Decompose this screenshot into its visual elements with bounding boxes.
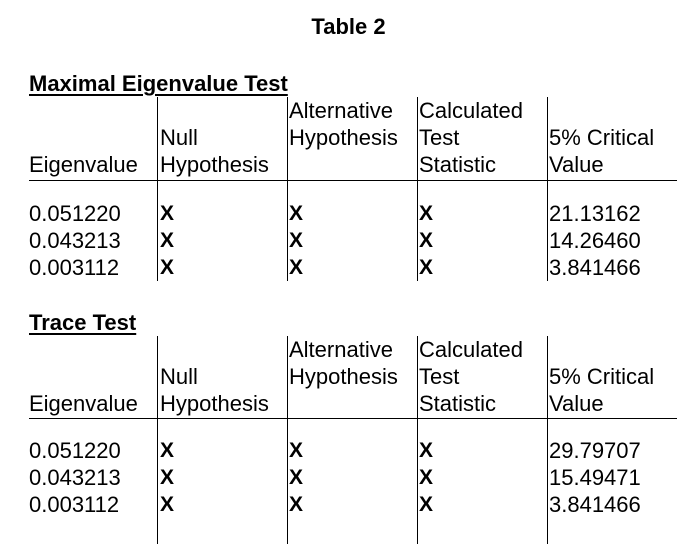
alternative-hypothesis-cell: X — [289, 256, 304, 279]
null-hypothesis-cell: X — [160, 439, 175, 462]
test-statistic-cell: X — [419, 439, 434, 462]
section-title-maximal-eigenvalue: Maximal Eigenvalue Test — [29, 71, 288, 96]
header-critical-line2: Value — [549, 152, 604, 177]
header-calculated-line3: Statistic — [419, 152, 497, 177]
header-eigenvalue: Eigenvalue — [29, 152, 138, 177]
header-eigenvalue: Eigenvalue — [29, 391, 138, 416]
header-null-line1: Null — [160, 364, 198, 389]
test-statistic-cell: X — [419, 493, 434, 516]
section-title-trace-test: Trace Test — [29, 310, 137, 335]
header-alternative-line1: Alternative — [289, 98, 393, 123]
alternative-hypothesis-cell: X — [289, 439, 304, 462]
eigenvalue-cell: 0.051220 — [29, 201, 121, 226]
header-underline — [29, 180, 677, 181]
critical-value-cell: 3.841466 — [549, 255, 641, 280]
column-divider — [287, 336, 288, 544]
header-calculated-line1: Calculated — [419, 337, 523, 362]
alternative-hypothesis-cell: X — [289, 202, 304, 225]
column-divider — [547, 336, 548, 544]
header-null-line2: Hypothesis — [160, 391, 269, 416]
test-statistic-cell: X — [419, 466, 434, 489]
page-title: Table 2 — [311, 14, 386, 39]
header-calculated-line2: Test — [419, 125, 460, 150]
test-statistic-cell: X — [419, 229, 434, 252]
null-hypothesis-cell: X — [160, 229, 175, 252]
column-divider — [417, 97, 418, 281]
header-alternative-line1: Alternative — [289, 337, 393, 362]
column-divider — [157, 336, 158, 544]
header-alternative-line2: Hypothesis — [289, 364, 398, 389]
null-hypothesis-cell: X — [160, 493, 175, 516]
header-critical-line2: Value — [549, 391, 604, 416]
header-critical-line1: 5% Critical — [549, 364, 655, 389]
alternative-hypothesis-cell: X — [289, 229, 304, 252]
column-divider — [547, 97, 548, 281]
header-null-line2: Hypothesis — [160, 152, 269, 177]
critical-value-cell: 3.841466 — [549, 492, 641, 517]
critical-value-cell: 29.79707 — [549, 438, 641, 463]
header-calculated-line2: Test — [419, 364, 460, 389]
critical-value-cell: 15.49471 — [549, 465, 641, 490]
eigenvalue-cell: 0.051220 — [29, 438, 121, 463]
column-divider — [287, 97, 288, 281]
null-hypothesis-cell: X — [160, 202, 175, 225]
column-divider — [157, 97, 158, 281]
critical-value-cell: 14.26460 — [549, 228, 641, 253]
header-critical-line1: 5% Critical — [549, 125, 655, 150]
eigenvalue-cell: 0.003112 — [29, 255, 120, 280]
header-null-line1: Null — [160, 125, 198, 150]
test-statistic-cell: X — [419, 256, 434, 279]
eigenvalue-cell: 0.003112 — [29, 492, 120, 517]
critical-value-cell: 21.13162 — [549, 201, 641, 226]
header-calculated-line1: Calculated — [419, 98, 523, 123]
null-hypothesis-cell: X — [160, 256, 175, 279]
alternative-hypothesis-cell: X — [289, 493, 304, 516]
eigenvalue-cell: 0.043213 — [29, 228, 121, 253]
alternative-hypothesis-cell: X — [289, 466, 304, 489]
header-alternative-line2: Hypothesis — [289, 125, 398, 150]
eigenvalue-cell: 0.043213 — [29, 465, 121, 490]
null-hypothesis-cell: X — [160, 466, 175, 489]
test-statistic-cell: X — [419, 202, 434, 225]
column-divider — [417, 336, 418, 544]
header-calculated-line3: Statistic — [419, 391, 497, 416]
header-underline — [29, 418, 677, 419]
